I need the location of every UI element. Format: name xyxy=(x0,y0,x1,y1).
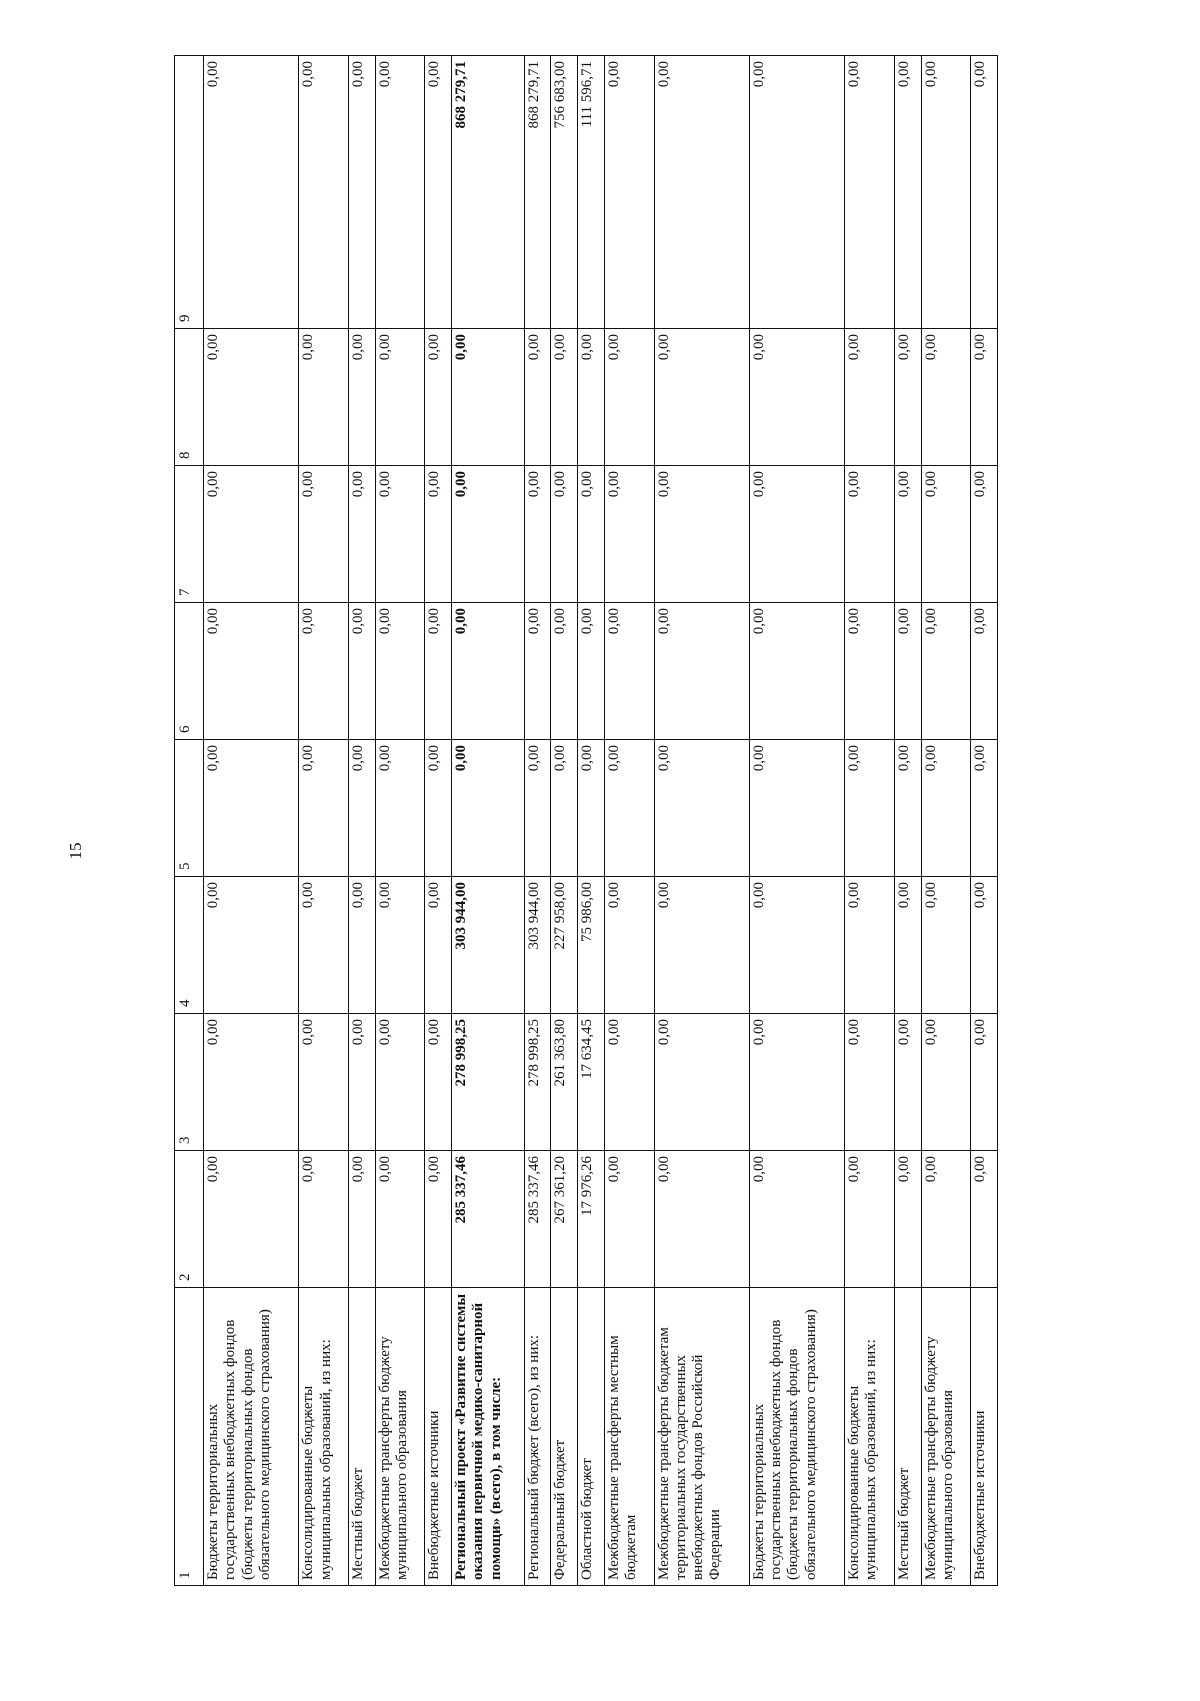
value-cell: 0,00 xyxy=(452,740,524,877)
value-cell: 0,00 xyxy=(204,329,299,466)
value-cell: 0,00 xyxy=(375,56,425,329)
row-label: Межбюджетные трансферты местным бюджетам xyxy=(604,1288,654,1586)
value-cell: 0,00 xyxy=(845,329,895,466)
value-cell: 0,00 xyxy=(524,466,551,603)
value-cell: 0,00 xyxy=(299,603,349,740)
value-cell: 0,00 xyxy=(894,740,921,877)
value-cell: 0,00 xyxy=(425,466,452,603)
value-cell: 0,00 xyxy=(204,56,299,329)
value-cell: 0,00 xyxy=(604,740,654,877)
value-cell: 0,00 xyxy=(971,56,998,329)
value-cell: 17 976,26 xyxy=(578,1151,605,1288)
value-cell: 0,00 xyxy=(204,740,299,877)
table-row xyxy=(654,56,749,1586)
value-cell: 0,00 xyxy=(894,466,921,603)
value-cell: 0,00 xyxy=(204,603,299,740)
table-body xyxy=(204,56,998,1586)
value-cell: 0,00 xyxy=(604,1151,654,1288)
table-row xyxy=(971,56,998,1586)
value-cell: 0,00 xyxy=(425,329,452,466)
value-cell: 0,00 xyxy=(921,1014,971,1151)
value-cell: 267 361,20 xyxy=(551,1151,578,1288)
value-cell: 0,00 xyxy=(578,466,605,603)
column-header: 5 xyxy=(175,740,204,877)
value-cell: 0,00 xyxy=(348,466,375,603)
value-cell: 0,00 xyxy=(425,1014,452,1151)
column-header: 4 xyxy=(175,877,204,1014)
value-cell: 0,00 xyxy=(551,603,578,740)
value-cell: 0,00 xyxy=(894,877,921,1014)
value-cell: 0,00 xyxy=(299,329,349,466)
value-cell: 0,00 xyxy=(894,1151,921,1288)
value-cell: 0,00 xyxy=(845,56,895,329)
value-cell: 0,00 xyxy=(578,603,605,740)
table-row xyxy=(348,56,375,1586)
value-cell: 0,00 xyxy=(204,1151,299,1288)
row-label: Федеральный бюджет xyxy=(551,1288,578,1586)
value-cell: 0,00 xyxy=(375,740,425,877)
table-row xyxy=(299,56,349,1586)
value-cell: 0,00 xyxy=(299,466,349,603)
value-cell: 0,00 xyxy=(654,1151,749,1288)
value-cell: 0,00 xyxy=(375,466,425,603)
value-cell: 0,00 xyxy=(425,877,452,1014)
value-cell: 0,00 xyxy=(654,603,749,740)
table-row xyxy=(204,56,299,1586)
page-number: 15 xyxy=(66,842,85,860)
value-cell: 0,00 xyxy=(524,740,551,877)
row-label: Региональный проект «Развитие системы оказания первичной медико-санитарной помощи» (всего), в том числе: xyxy=(452,1288,524,1586)
value-cell: 0,00 xyxy=(845,603,895,740)
value-cell: 0,00 xyxy=(845,1014,895,1151)
value-cell: 0,00 xyxy=(452,329,524,466)
value-cell: 0,00 xyxy=(845,740,895,877)
value-cell: 0,00 xyxy=(425,603,452,740)
value-cell: 0,00 xyxy=(551,466,578,603)
value-cell: 0,00 xyxy=(604,56,654,329)
value-cell: 0,00 xyxy=(921,1151,971,1288)
value-cell: 75 986,00 xyxy=(578,877,605,1014)
value-cell: 0,00 xyxy=(654,877,749,1014)
header-row xyxy=(175,56,204,1586)
row-label: Внебюджетные источники xyxy=(425,1288,452,1586)
value-cell: 0,00 xyxy=(299,1014,349,1151)
column-header: 1 xyxy=(175,1288,204,1586)
value-cell: 303 944,00 xyxy=(524,877,551,1014)
row-label: Межбюджетные трансферты бюджетам территориальных государственных внебюджетных фондов Российской Федерации xyxy=(654,1288,749,1586)
row-label: Внебюджетные источники xyxy=(971,1288,998,1586)
value-cell: 0,00 xyxy=(921,56,971,329)
value-cell: 0,00 xyxy=(654,1014,749,1151)
row-label: Консолидированные бюджеты муниципальных образований, из них: xyxy=(299,1288,349,1586)
value-cell: 303 944,00 xyxy=(452,877,524,1014)
row-label: Местный бюджет xyxy=(894,1288,921,1586)
value-cell: 0,00 xyxy=(524,603,551,740)
budget-table xyxy=(174,55,998,1586)
value-cell: 261 363,80 xyxy=(551,1014,578,1151)
table-row xyxy=(578,56,605,1586)
value-cell: 0,00 xyxy=(921,740,971,877)
column-header: 6 xyxy=(175,603,204,740)
value-cell: 0,00 xyxy=(749,877,844,1014)
row-label: Бюджеты территориальных государственных внебюджетных фондов (бюджеты территориальных фондов обязательного медицинского страхования) xyxy=(204,1288,299,1586)
value-cell: 111 596,71 xyxy=(578,56,605,329)
value-cell: 0,00 xyxy=(971,329,998,466)
value-cell: 0,00 xyxy=(921,603,971,740)
value-cell: 0,00 xyxy=(204,1014,299,1151)
value-cell: 285 337,46 xyxy=(452,1151,524,1288)
value-cell: 0,00 xyxy=(299,1151,349,1288)
value-cell: 0,00 xyxy=(348,1151,375,1288)
value-cell: 227 958,00 xyxy=(551,877,578,1014)
value-cell: 0,00 xyxy=(921,877,971,1014)
value-cell: 0,00 xyxy=(971,740,998,877)
value-cell: 0,00 xyxy=(845,877,895,1014)
value-cell: 0,00 xyxy=(551,740,578,877)
table-row xyxy=(375,56,425,1586)
value-cell: 0,00 xyxy=(604,877,654,1014)
value-cell: 0,00 xyxy=(452,603,524,740)
value-cell: 0,00 xyxy=(845,1151,895,1288)
table-row xyxy=(551,56,578,1586)
value-cell: 0,00 xyxy=(604,1014,654,1151)
value-cell: 0,00 xyxy=(375,877,425,1014)
value-cell: 868 279,71 xyxy=(452,56,524,329)
value-cell: 0,00 xyxy=(604,603,654,740)
row-label: Межбюджетные трансферты бюджету муниципального образования xyxy=(375,1288,425,1586)
value-cell: 0,00 xyxy=(654,740,749,877)
value-cell: 0,00 xyxy=(348,56,375,329)
column-header: 2 xyxy=(175,1151,204,1288)
value-cell: 0,00 xyxy=(425,56,452,329)
value-cell: 0,00 xyxy=(749,1014,844,1151)
value-cell: 0,00 xyxy=(452,466,524,603)
value-cell: 0,00 xyxy=(894,56,921,329)
value-cell: 0,00 xyxy=(971,1151,998,1288)
row-label: Региональный бюджет (всего), из них: xyxy=(524,1288,551,1586)
value-cell: 0,00 xyxy=(971,603,998,740)
value-cell: 0,00 xyxy=(654,56,749,329)
row-label: Областной бюджет xyxy=(578,1288,605,1586)
value-cell: 0,00 xyxy=(971,877,998,1014)
value-cell: 0,00 xyxy=(299,877,349,1014)
value-cell: 278 998,25 xyxy=(524,1014,551,1151)
value-cell: 0,00 xyxy=(749,603,844,740)
value-cell: 0,00 xyxy=(749,466,844,603)
value-cell: 0,00 xyxy=(204,877,299,1014)
table-row xyxy=(845,56,895,1586)
value-cell: 0,00 xyxy=(375,1151,425,1288)
value-cell: 0,00 xyxy=(749,56,844,329)
value-cell: 0,00 xyxy=(375,1014,425,1151)
value-cell: 0,00 xyxy=(524,329,551,466)
value-cell: 0,00 xyxy=(749,740,844,877)
value-cell: 0,00 xyxy=(654,466,749,603)
value-cell: 0,00 xyxy=(894,1014,921,1151)
value-cell: 0,00 xyxy=(971,466,998,603)
value-cell: 0,00 xyxy=(654,329,749,466)
value-cell: 0,00 xyxy=(551,329,578,466)
value-cell: 0,00 xyxy=(348,1014,375,1151)
column-header: 3 xyxy=(175,1014,204,1151)
value-cell: 0,00 xyxy=(375,603,425,740)
value-cell: 0,00 xyxy=(749,1151,844,1288)
value-cell: 0,00 xyxy=(299,56,349,329)
value-cell: 0,00 xyxy=(921,329,971,466)
value-cell: 0,00 xyxy=(749,329,844,466)
column-header: 8 xyxy=(175,329,204,466)
value-cell: 17 634,45 xyxy=(578,1014,605,1151)
value-cell: 0,00 xyxy=(604,466,654,603)
table-row xyxy=(921,56,971,1586)
value-cell: 0,00 xyxy=(204,466,299,603)
value-cell: 278 998,25 xyxy=(452,1014,524,1151)
value-cell: 0,00 xyxy=(845,466,895,603)
value-cell: 0,00 xyxy=(971,1014,998,1151)
value-cell: 0,00 xyxy=(894,329,921,466)
row-label: Местный бюджет xyxy=(348,1288,375,1586)
value-cell: 0,00 xyxy=(348,740,375,877)
value-cell: 0,00 xyxy=(375,329,425,466)
value-cell: 0,00 xyxy=(578,329,605,466)
value-cell: 0,00 xyxy=(299,740,349,877)
value-cell: 0,00 xyxy=(348,603,375,740)
table-row xyxy=(604,56,654,1586)
table-row xyxy=(894,56,921,1586)
value-cell: 868 279,71 xyxy=(524,56,551,329)
value-cell: 756 683,00 xyxy=(551,56,578,329)
table-row xyxy=(524,56,551,1586)
value-cell: 0,00 xyxy=(348,877,375,1014)
value-cell: 0,00 xyxy=(348,329,375,466)
value-cell: 0,00 xyxy=(425,740,452,877)
table-row xyxy=(749,56,844,1586)
table-container xyxy=(174,56,998,1586)
value-cell: 0,00 xyxy=(425,1151,452,1288)
value-cell: 285 337,46 xyxy=(524,1151,551,1288)
table-row xyxy=(425,56,452,1586)
table-row xyxy=(452,56,524,1586)
column-header: 7 xyxy=(175,466,204,603)
row-label: Межбюджетные трансферты бюджету муниципального образования xyxy=(921,1288,971,1586)
row-label: Консолидированные бюджеты муниципальных образований, из них: xyxy=(845,1288,895,1586)
value-cell: 0,00 xyxy=(894,603,921,740)
value-cell: 0,00 xyxy=(604,329,654,466)
value-cell: 0,00 xyxy=(921,466,971,603)
row-label: Бюджеты территориальных государственных внебюджетных фондов (бюджеты территориальных фондов обязательного медицинского страхования) xyxy=(749,1288,844,1586)
column-header: 9 xyxy=(175,56,204,329)
value-cell: 0,00 xyxy=(578,740,605,877)
